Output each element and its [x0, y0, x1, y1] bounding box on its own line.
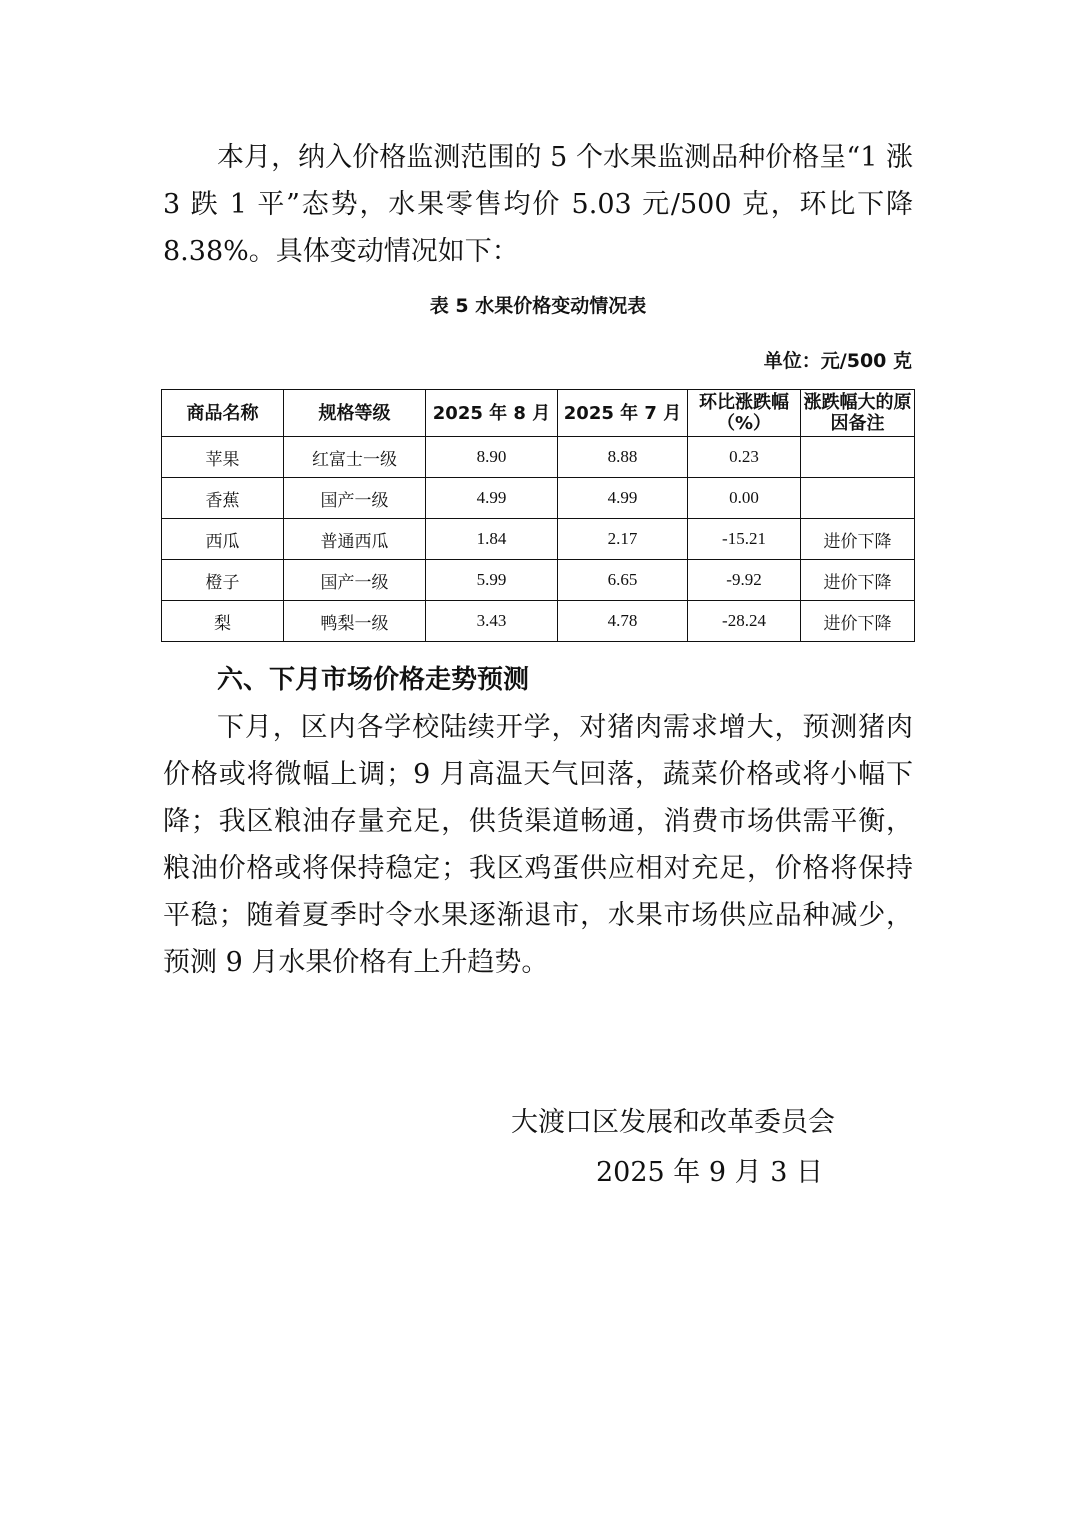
cell-change: -9.92	[688, 560, 801, 601]
cell-aug-price: 3.43	[426, 601, 558, 642]
header-grade: 规格等级	[284, 390, 426, 437]
table-row	[162, 601, 915, 642]
table-row	[162, 478, 915, 519]
cell-product: 梨	[162, 601, 284, 642]
signature-date: 2025 年 9 月 3 日	[596, 1157, 823, 1188]
cell-jul-price: 8.88	[558, 437, 688, 478]
cell-note	[801, 437, 915, 478]
cell-note: 进价下降	[801, 519, 915, 560]
cell-change: 0.00	[688, 478, 801, 519]
cell-jul-price: 2.17	[558, 519, 688, 560]
intro-paragraph: 本月，纳入价格监测范围的 5 个水果监测品种价格呈“1 涨 3 跌 1 平”态势，水果零售均价 5.03 元/500 克，环比下降 8.38%。具体变动情况如下：	[163, 142, 913, 267]
cell-grade: 普通西瓜	[284, 519, 426, 560]
cell-product: 西瓜	[162, 519, 284, 560]
header-jul-2025: 2025 年 7 月	[558, 390, 688, 437]
cell-note	[801, 478, 915, 519]
table-row	[162, 519, 915, 560]
cell-jul-price: 6.65	[558, 560, 688, 601]
cell-product: 苹果	[162, 437, 284, 478]
cell-aug-price: 8.90	[426, 437, 558, 478]
cell-change: 0.23	[688, 437, 801, 478]
cell-jul-price: 4.78	[558, 601, 688, 642]
table-caption: 表 5 水果价格变动情况表	[429, 295, 647, 317]
cell-aug-price: 5.99	[426, 560, 558, 601]
cell-jul-price: 4.99	[558, 478, 688, 519]
header-product-name: 商品名称	[162, 390, 284, 437]
table-row	[162, 437, 915, 478]
section-heading: 六、下月市场价格走势预测	[217, 665, 530, 695]
cell-note: 进价下降	[801, 560, 915, 601]
cell-product: 橙子	[162, 560, 284, 601]
header-aug-2025: 2025 年 8 月	[426, 390, 558, 437]
cell-aug-price: 4.99	[426, 478, 558, 519]
cell-note: 进价下降	[801, 601, 915, 642]
cell-change: -28.24	[688, 601, 801, 642]
header-mom-change: 环比涨跌幅（%）	[688, 390, 801, 437]
cell-grade: 鸭梨一级	[284, 601, 426, 642]
signature-org: 大渡口区发展和改革委员会	[511, 1107, 835, 1138]
table-unit: 单位：元/500 克	[763, 350, 912, 372]
cell-grade: 红富士一级	[284, 437, 426, 478]
forecast-paragraph: 下月，区内各学校陆续开学，对猪肉需求增大，预测猪肉价格或将微幅上调；9 月高温天气回落，蔬菜价格或将小幅下降；我区粮油存量充足，供货渠道畅通，消费市场供需平衡，粮油价格或将保持稳定；我区鸡蛋供应相对充足，价格将保持平稳；随着夏季时令水果逐渐退市，水果市场供应品种减少，预测 9 月水果价格有上升趋势。	[163, 712, 913, 978]
cell-aug-price: 1.84	[426, 519, 558, 560]
table-row	[162, 560, 915, 601]
cell-product: 香蕉	[162, 478, 284, 519]
cell-grade: 国产一级	[284, 560, 426, 601]
fruit-price-table	[161, 389, 915, 642]
cell-change: -15.21	[688, 519, 801, 560]
cell-grade: 国产一级	[284, 478, 426, 519]
table-header-row	[162, 390, 915, 437]
header-reason-note: 涨跌幅大的原因备注	[801, 390, 915, 437]
